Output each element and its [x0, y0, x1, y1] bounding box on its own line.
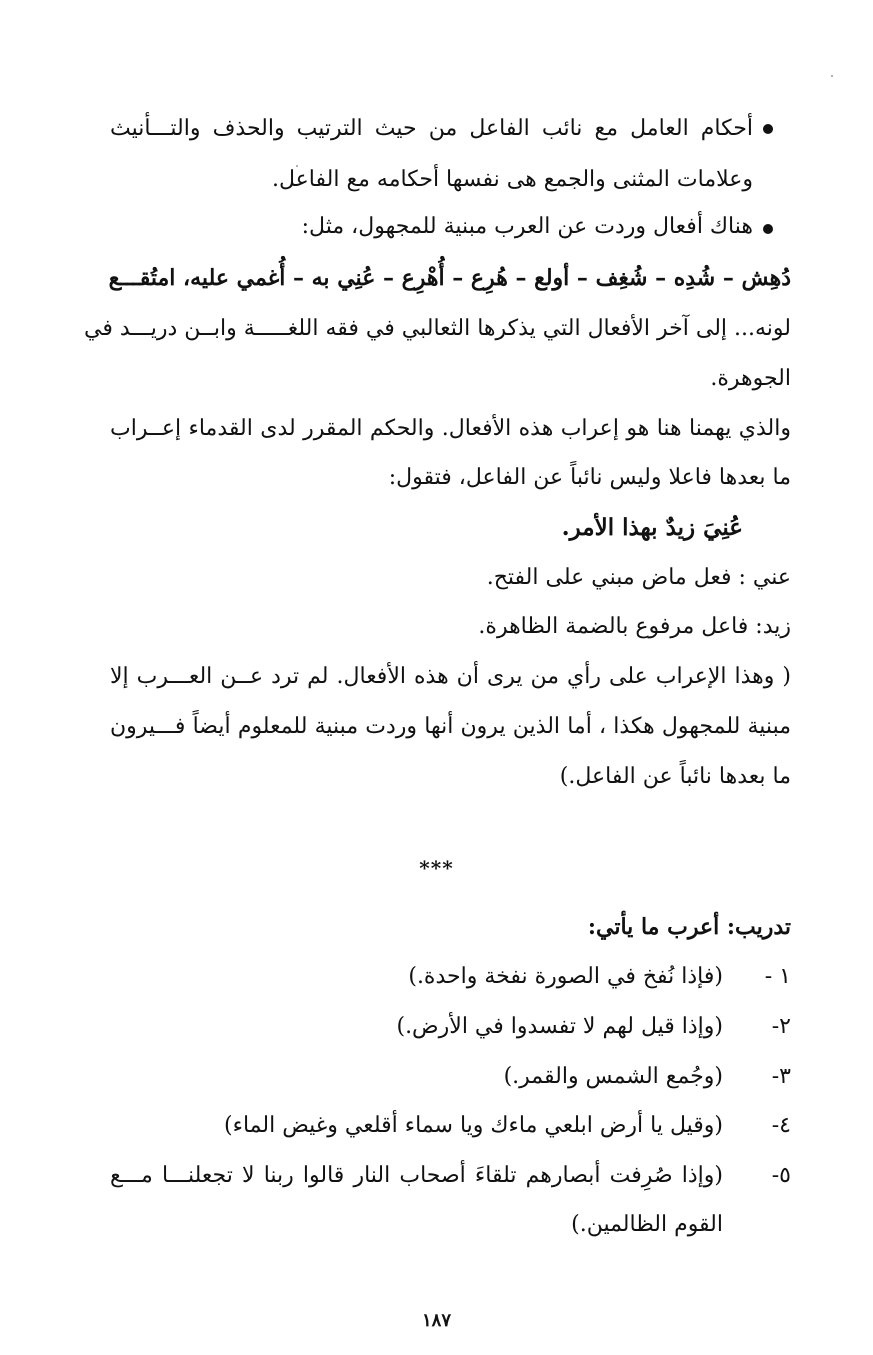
- exercise-number: ٤-: [771, 1113, 791, 1138]
- para-2-line-2: ما بعدها فاعلا وليس نائباً عن الفاعل، فتقول:: [388, 465, 791, 490]
- exercise-5-text-line-2: القوم الظالمين.): [571, 1212, 723, 1237]
- exercise-2-text: (وإذا قيل لهم لا تفسدوا في الأرض.): [396, 1014, 723, 1039]
- scan-speck: [831, 75, 833, 77]
- para-1-line-2: الجوهرة.: [710, 366, 791, 391]
- exercise-number: ١ -: [764, 964, 791, 989]
- scan-speck: [296, 165, 298, 167]
- analysis-line-2: زيد: فاعل مرفوع بالضمة الظاهرة.: [478, 614, 791, 639]
- bullet-marker: [763, 224, 773, 234]
- example-sentence: عُنِيَ زيدٌ بهذا الأمر.: [561, 514, 743, 541]
- para-1-line-1: لونه... إلى آخر الأفعال التي يذكرها الثعالبي في فقه اللغـــــة وابــن دريـــد في: [84, 316, 791, 341]
- analysis-line-1: عني : فعل ماض مبني على الفتح.: [486, 565, 791, 590]
- exercise-number: ٣-: [771, 1064, 791, 1089]
- para-2-line-1: والذي يهمنا هنا هو إعراب هذه الأفعال. والحكم المقرر لدى القدماء إعــراب: [110, 416, 791, 441]
- para-3-line-3: ما بعدها نائباً عن الفاعل.): [559, 764, 791, 789]
- exercise-heading: تدريب: أعرب ما يأتي:: [587, 914, 791, 940]
- bullet-marker: [763, 124, 773, 134]
- exercise-number: ٢-: [771, 1014, 791, 1039]
- section-separator: ***: [419, 856, 454, 880]
- exercise-3-text: (وجُمع الشمس والقمر.): [503, 1064, 723, 1089]
- page-number: ١٨٧: [421, 1310, 451, 1331]
- exercise-4-text: (وقيل يا أرض ابلعي ماءك ويا سماء أقلعي وغيض الماء): [224, 1113, 723, 1138]
- bullet-1-line-1: أحكام العامل مع نائب الفاعل من حيث الترتيب والحذف والتـــأنيث: [110, 116, 753, 141]
- verbs-list: دُهِش – شُدِه – شُغِف – أولع – هُرِع – أُهْرِع – عُنِي به – أُغمي عليه، امتُقـــع: [108, 265, 791, 291]
- bullet-1-line-2: وعلامات المثنى والجمع هى نفسها أحكامه مع الفاعل.: [272, 167, 753, 192]
- para-3-line-1: ( وهذا الإعراب على رأي من يرى أن هذه الأفعال. لم ترد عــن العـــرب إلا: [110, 664, 791, 689]
- bullet-2-line-1: هناك أفعال وردت عن العرب مبنية للمجهول، مثل:: [301, 214, 753, 239]
- para-3-line-2: مبنية للمجهول هكذا ، أما الذين يرون أنها وردت مبنية للمعلوم أيضاً فـــيرون: [110, 714, 791, 739]
- exercise-number: ٥-: [771, 1163, 791, 1188]
- exercise-1-text: (فإذا نُفخ في الصورة نفخة واحدة.): [408, 964, 723, 989]
- exercise-5-text-line-1: (وإذا صُرِفت أبصارهم تلقاءَ أصحاب النار قالوا ربنا لا تجعلنـــا مـــع: [110, 1163, 723, 1188]
